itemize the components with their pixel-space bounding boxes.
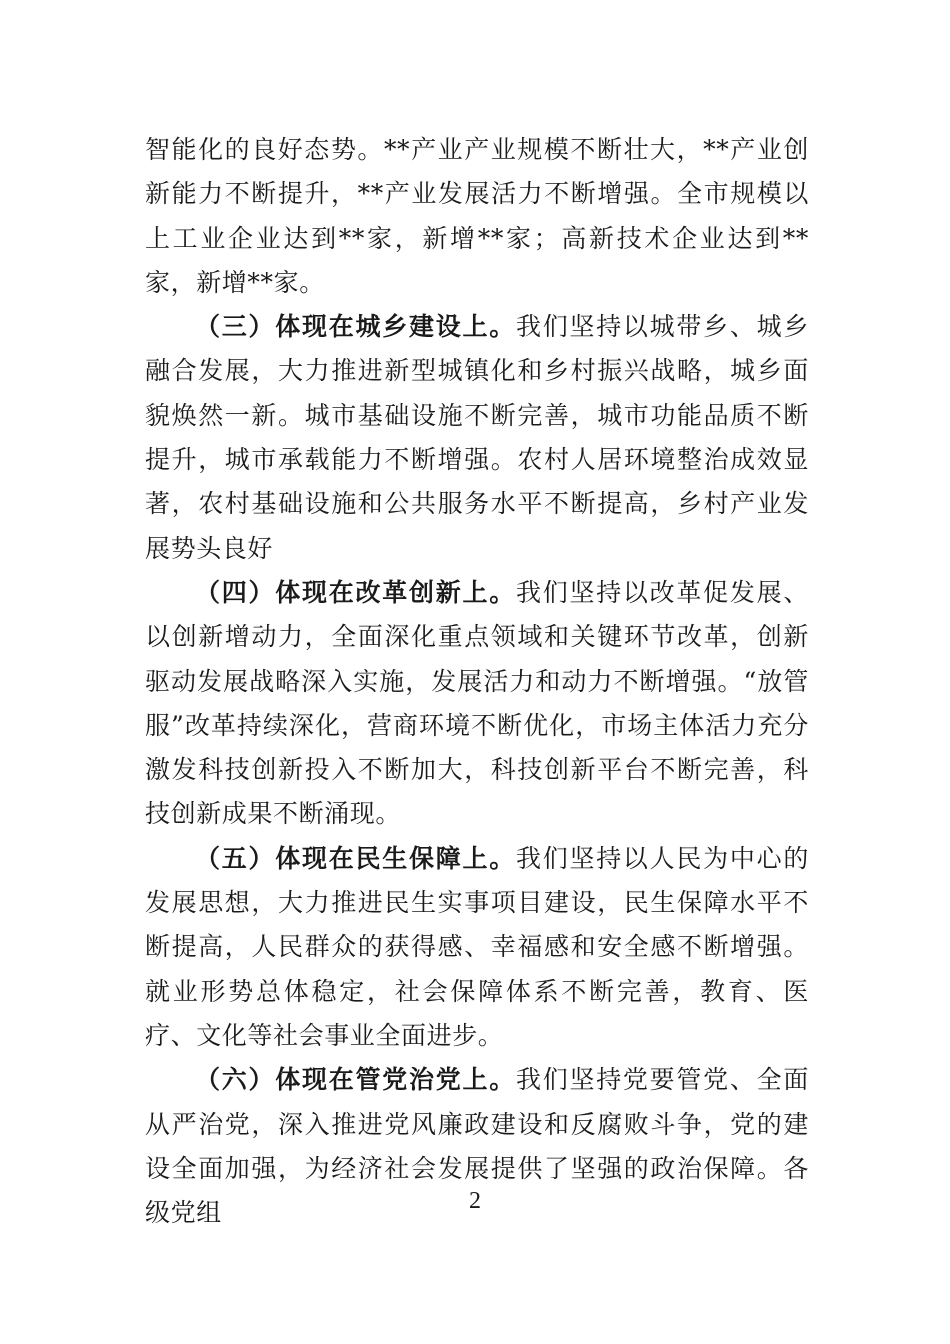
paragraph-text: 我们坚持以改革促发展、以创新增动力，全面深化重点领域和关键环节改革，创新驱动发展战略深入实施，发展活力和动力不断增强。“放管服”改革持续深化，营商环境不断优化，市场主体活力充分激发科技创新投入不断加大，科技创新平台不断完善，科技创新成果不断涌现。 (145, 577, 810, 829)
paragraph-reform-innovation (145, 571, 809, 837)
paragraph-heading: （三）体现在城乡建设上。 (195, 312, 516, 342)
paragraph-urban-rural (145, 305, 809, 571)
paragraph-continuation (145, 128, 809, 305)
paragraph-heading: （四）体现在改革创新上。 (195, 577, 516, 607)
paragraph-livelihood (145, 837, 809, 1058)
paragraph-heading: （六）体现在管党治党上。 (195, 1065, 516, 1095)
paragraph-text: 我们坚持以人民为中心的发展思想，大力推进民生实事项目建设，民生保障水平不断提高，人民群众的获得感、幸福感和安全感不断增强。就业形势总体稳定，社会保障体系不断完善，教育、医疗、文化等社会事业全面进步。 (145, 843, 810, 1050)
page-number: 2 (469, 1188, 481, 1214)
paragraph-text: 智能化的良好态势。**产业产业规模不断壮大，**产业创新能力不断提升，**产业发展活力不断增强。全市规模以上工业企业达到**家，新增**家；高新技术企业达到**家，新增**家。 (145, 135, 809, 297)
paragraph-text: 我们坚持以城带乡、城乡融合发展，大力推进新型城镇化和乡村振兴战略，城乡面貌焕然一新。城市基础设施不断完善，城市功能品质不断提升，城市承载能力不断增强。农村人居环境整治成效显著，农村基础设施和公共服务水平不断提高，乡村产业发展势头良好 (145, 312, 810, 563)
paragraph-heading: （五）体现在民生保障上。 (195, 843, 516, 873)
paragraph-text: 我们坚持党要管党、全面从严治党，深入推进党风廉政建设和反腐败斗争，党的建设全面加强，为经济社会发展提供了坚强的政治保障。各级党组 (145, 1065, 810, 1228)
document-body (145, 128, 809, 1235)
